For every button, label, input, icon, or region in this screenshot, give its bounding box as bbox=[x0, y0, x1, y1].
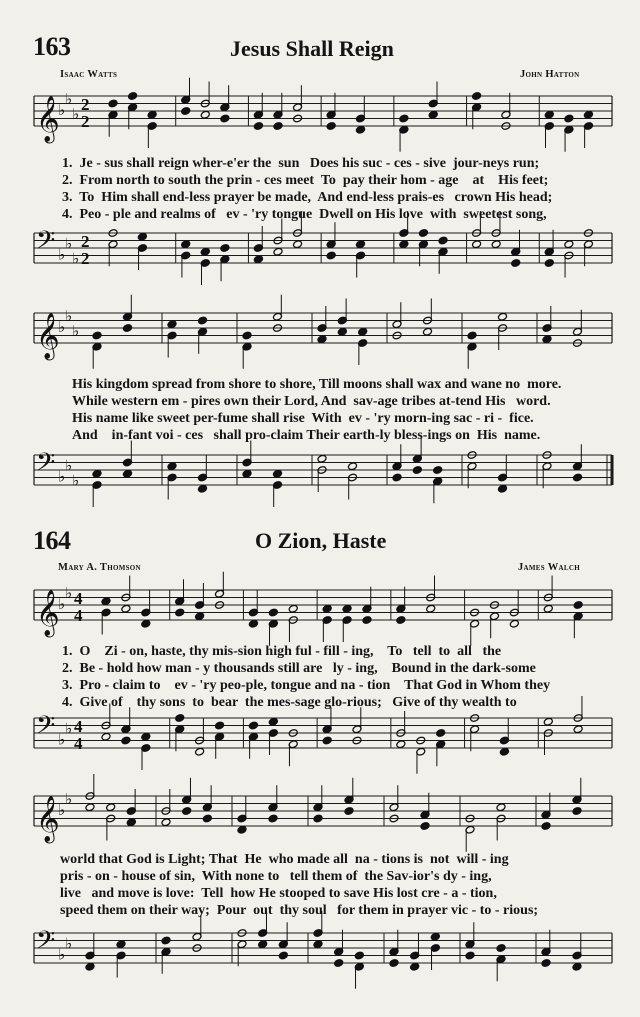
note-head bbox=[433, 466, 443, 475]
note-head bbox=[272, 469, 282, 478]
note-head bbox=[399, 240, 409, 249]
note-head bbox=[181, 107, 191, 116]
note-head bbox=[101, 597, 111, 606]
note-head bbox=[202, 814, 212, 823]
staff-lines bbox=[34, 96, 612, 126]
note-head bbox=[322, 736, 332, 745]
note-head bbox=[106, 803, 116, 812]
note-head bbox=[278, 951, 288, 960]
note-head bbox=[392, 473, 402, 482]
bass-clef-icon: 𝄢 bbox=[36, 448, 56, 483]
note-head bbox=[428, 110, 438, 119]
note-head bbox=[355, 240, 365, 249]
verse-line: His name like sweet per-fume shall rise With ev - 'ry morn-ing sac - ri - fice. bbox=[72, 411, 534, 426]
note-head bbox=[573, 725, 583, 734]
verses-block-4 bbox=[60, 851, 538, 919]
bass-clef-icon: 𝄢 bbox=[36, 711, 56, 746]
time-signature: 4 bbox=[74, 734, 83, 753]
note-head bbox=[268, 814, 278, 823]
note-head bbox=[322, 604, 332, 613]
hymn-number: 164 bbox=[33, 526, 71, 555]
time-signature: 4 bbox=[74, 606, 83, 625]
note-head bbox=[465, 951, 475, 960]
verse-line: live and move is love: Tell how He stooped to save His lost cre - a - tion, bbox=[60, 886, 497, 901]
note-head bbox=[491, 240, 501, 249]
note-head bbox=[543, 604, 553, 613]
flat-sign-icon: ♭ bbox=[58, 945, 66, 964]
note-head bbox=[342, 604, 352, 613]
note-head bbox=[200, 247, 210, 256]
note-head bbox=[220, 244, 230, 253]
note-head bbox=[122, 469, 132, 478]
note-head bbox=[137, 232, 147, 241]
note-head bbox=[422, 327, 432, 336]
note-head bbox=[175, 714, 185, 723]
verse-line: world that God is Light; That He who made all na - tions is not will - ing bbox=[60, 852, 509, 867]
verse-line: And in-fant voi - ces shall pro-claim Their earth-ly bless-ings on His name. bbox=[72, 428, 541, 443]
flat-sign-icon: ♭ bbox=[65, 306, 73, 325]
note-head bbox=[334, 959, 344, 968]
treble-clef-icon: 𝄞 bbox=[36, 313, 60, 359]
bass-staff-system-1 bbox=[0, 225, 640, 285]
note-head bbox=[182, 807, 192, 816]
note-head bbox=[197, 484, 207, 493]
flat-sign-icon: ♭ bbox=[58, 595, 66, 613]
treble-staff-system-2 bbox=[0, 305, 640, 365]
treble-clef-icon: 𝄞 bbox=[36, 590, 60, 636]
verse-line: 1. Je - sus shall reign wher-e'er the sun Does his suc - ces - sive jour-neys run; bbox=[62, 156, 540, 171]
note-head bbox=[496, 803, 506, 812]
note-head bbox=[418, 229, 428, 238]
note-head bbox=[121, 604, 131, 613]
note-head bbox=[543, 717, 553, 726]
time-signature: 2 bbox=[81, 232, 90, 251]
note-head bbox=[472, 92, 482, 101]
note-head bbox=[438, 236, 448, 245]
verse-line: 2. From north to south the prin - ces meet To pay their hom - age at His feet; bbox=[62, 173, 549, 188]
verse-line: pris - on - house of sin, With none to tell them of the Sav-ior's dy - ing, bbox=[60, 869, 492, 884]
hymn-composer: John Hatton bbox=[520, 69, 580, 80]
verse-line: While western em - pires own their Lord, And sav-age tribes at-tend His word. bbox=[72, 394, 551, 409]
flat-sign-icon: ♭ bbox=[58, 801, 66, 819]
note-head bbox=[358, 327, 368, 336]
verse-line: 3. Pro - claim to ev - 'ry peo-ple, tongue and na - tion That God in Whom they bbox=[62, 678, 551, 693]
flat-sign-icon: ♭ bbox=[58, 101, 66, 119]
hymn-title: Jesus Shall Reign bbox=[230, 36, 394, 61]
hymn-number: 163 bbox=[33, 32, 71, 61]
verse-line: 4. Give of thy sons to bear the mes-sage glo-rious; Give of thy wealth to bbox=[62, 695, 517, 710]
flat-sign-icon: ♭ bbox=[72, 249, 80, 268]
flat-sign-icon: ♭ bbox=[65, 719, 73, 738]
verse-line: His kingdom spread from shore to shore, Till moons shall wax and wane no more. bbox=[72, 377, 562, 392]
treble-clef-icon: 𝄞 bbox=[36, 796, 60, 842]
note-head bbox=[572, 473, 582, 482]
note-head bbox=[167, 462, 177, 471]
note-head bbox=[542, 335, 552, 344]
note-head bbox=[116, 940, 126, 949]
time-signature: 2 bbox=[81, 249, 90, 268]
treble-staff-system-3 bbox=[0, 582, 640, 642]
note-head bbox=[175, 608, 185, 617]
flat-sign-icon: ♭ bbox=[65, 789, 73, 808]
note-head bbox=[85, 803, 95, 812]
flat-sign-icon: ♭ bbox=[65, 583, 73, 602]
note-head bbox=[92, 331, 102, 340]
flat-sign-icon: ♭ bbox=[72, 104, 80, 123]
note-head bbox=[326, 251, 336, 260]
note-head bbox=[258, 940, 268, 949]
note-head bbox=[242, 469, 252, 478]
note-head bbox=[147, 110, 157, 119]
note-head bbox=[389, 959, 399, 968]
verse-line: 2. Be - hold how man - y thousands still are ly - ing, Bound in the dark-some bbox=[62, 661, 536, 676]
note-head bbox=[248, 619, 258, 628]
note-head bbox=[396, 616, 406, 625]
note-head bbox=[248, 721, 258, 730]
verses-block-3 bbox=[62, 643, 550, 711]
hymn-title: O Zion, Haste bbox=[255, 528, 387, 553]
flat-sign-icon: ♭ bbox=[58, 318, 66, 336]
hymn-author: Mary A. Thomson bbox=[58, 562, 141, 573]
note-head bbox=[499, 747, 509, 756]
note-head bbox=[544, 110, 554, 119]
verse-line: speed them on their way; Pour out thy soul for them in prayer vic - to - rious; bbox=[60, 903, 539, 918]
note-head bbox=[293, 240, 303, 249]
flat-sign-icon: ♭ bbox=[65, 934, 73, 953]
note-head bbox=[573, 601, 583, 610]
note-head bbox=[354, 951, 364, 960]
staff-lines bbox=[34, 233, 612, 263]
note-head bbox=[195, 612, 205, 621]
note-head bbox=[195, 747, 205, 756]
note-head bbox=[215, 721, 225, 730]
treble-staff-system-1 bbox=[0, 88, 640, 148]
note-head bbox=[497, 312, 507, 321]
staff-lines bbox=[34, 796, 612, 826]
note-head bbox=[564, 240, 574, 249]
verses-block-2 bbox=[72, 376, 561, 444]
note-head bbox=[126, 818, 136, 827]
bass-clef-icon: 𝄢 bbox=[36, 226, 56, 261]
note-head bbox=[572, 807, 582, 816]
time-signature: 2 bbox=[81, 112, 90, 131]
note-head bbox=[268, 717, 278, 726]
staff-lines bbox=[34, 590, 612, 620]
note-head bbox=[273, 247, 283, 256]
note-head bbox=[496, 944, 506, 953]
note-head bbox=[472, 240, 482, 249]
note-head bbox=[497, 484, 507, 493]
note-head bbox=[420, 822, 430, 831]
note-head bbox=[108, 99, 118, 108]
flat-sign-icon: ♭ bbox=[65, 456, 73, 475]
note-head bbox=[541, 822, 551, 831]
note-head bbox=[161, 818, 171, 827]
note-head bbox=[326, 122, 336, 131]
note-head bbox=[511, 259, 521, 268]
note-head bbox=[467, 331, 477, 340]
treble-clef-icon: 𝄞 bbox=[36, 96, 60, 142]
note-head bbox=[237, 825, 247, 834]
note-head bbox=[583, 110, 593, 119]
note-head bbox=[85, 962, 95, 971]
note-head bbox=[362, 616, 372, 625]
verse-line: 1. O Zi - on, haste, thy mis-sion high ful - fill - ing, To tell to all the bbox=[62, 644, 502, 659]
flat-sign-icon: ♭ bbox=[65, 234, 73, 253]
note-head bbox=[273, 122, 283, 131]
verse-line: 4. Peo - ple and realms of ev - 'ry tongue Dwell on His love with sweetest song, bbox=[62, 207, 547, 222]
note-head bbox=[337, 327, 347, 336]
flat-sign-icon: ♭ bbox=[58, 730, 66, 749]
note-head bbox=[544, 259, 554, 268]
note-head bbox=[253, 122, 263, 131]
note-head bbox=[167, 320, 177, 329]
bass-staff-system-2 bbox=[0, 447, 640, 507]
verse-line: 3. To Him shall end-less prayer be made, And end-less prais-es crown His head; bbox=[62, 190, 553, 205]
verses-block-1 bbox=[62, 155, 552, 223]
note-head bbox=[121, 736, 131, 745]
time-signature: 4 bbox=[74, 717, 83, 736]
note-head bbox=[253, 255, 263, 264]
note-head bbox=[399, 114, 409, 123]
flat-sign-icon: ♭ bbox=[65, 89, 73, 108]
note-head bbox=[430, 932, 440, 941]
note-head bbox=[426, 604, 436, 613]
note-head bbox=[313, 814, 323, 823]
bass-clef-icon: 𝄢 bbox=[36, 926, 56, 961]
note-head bbox=[200, 110, 210, 119]
note-head bbox=[396, 740, 406, 749]
staff-lines bbox=[34, 718, 612, 748]
note-head bbox=[161, 936, 171, 945]
note-head bbox=[141, 619, 151, 628]
note-head bbox=[564, 114, 574, 123]
bass-staff-system-4 bbox=[0, 925, 640, 985]
note-head bbox=[181, 240, 191, 249]
hymn-composer: James Walch bbox=[518, 562, 580, 573]
treble-staff-system-4 bbox=[0, 788, 640, 848]
note-head bbox=[317, 335, 327, 344]
note-head bbox=[410, 962, 420, 971]
note-head bbox=[344, 807, 354, 816]
note-head bbox=[197, 316, 207, 325]
staff-lines bbox=[34, 455, 612, 485]
note-head bbox=[541, 959, 551, 968]
note-head bbox=[141, 732, 151, 741]
note-head bbox=[347, 462, 357, 471]
bass-staff-system-3 bbox=[0, 710, 640, 770]
note-head bbox=[313, 940, 323, 949]
note-head bbox=[509, 619, 519, 628]
note-head bbox=[268, 608, 278, 617]
time-signature: 2 bbox=[81, 95, 90, 114]
hymn-author: Isaac Watts bbox=[60, 69, 118, 80]
note-head bbox=[128, 92, 138, 101]
note-head bbox=[92, 469, 102, 478]
note-head bbox=[122, 324, 132, 333]
note-head bbox=[288, 604, 298, 613]
note-head bbox=[355, 125, 365, 134]
time-signature: 4 bbox=[74, 589, 83, 608]
note-head bbox=[242, 331, 252, 340]
flat-sign-icon: ♭ bbox=[58, 467, 66, 486]
flat-sign-icon: ♭ bbox=[72, 321, 80, 340]
note-head bbox=[572, 962, 582, 971]
note-head bbox=[101, 732, 111, 741]
note-head bbox=[317, 454, 327, 463]
note-head bbox=[220, 114, 230, 123]
note-head bbox=[436, 729, 446, 738]
flat-sign-icon: ♭ bbox=[72, 471, 80, 490]
note-head bbox=[412, 466, 422, 475]
flat-sign-icon: ♭ bbox=[58, 245, 66, 264]
